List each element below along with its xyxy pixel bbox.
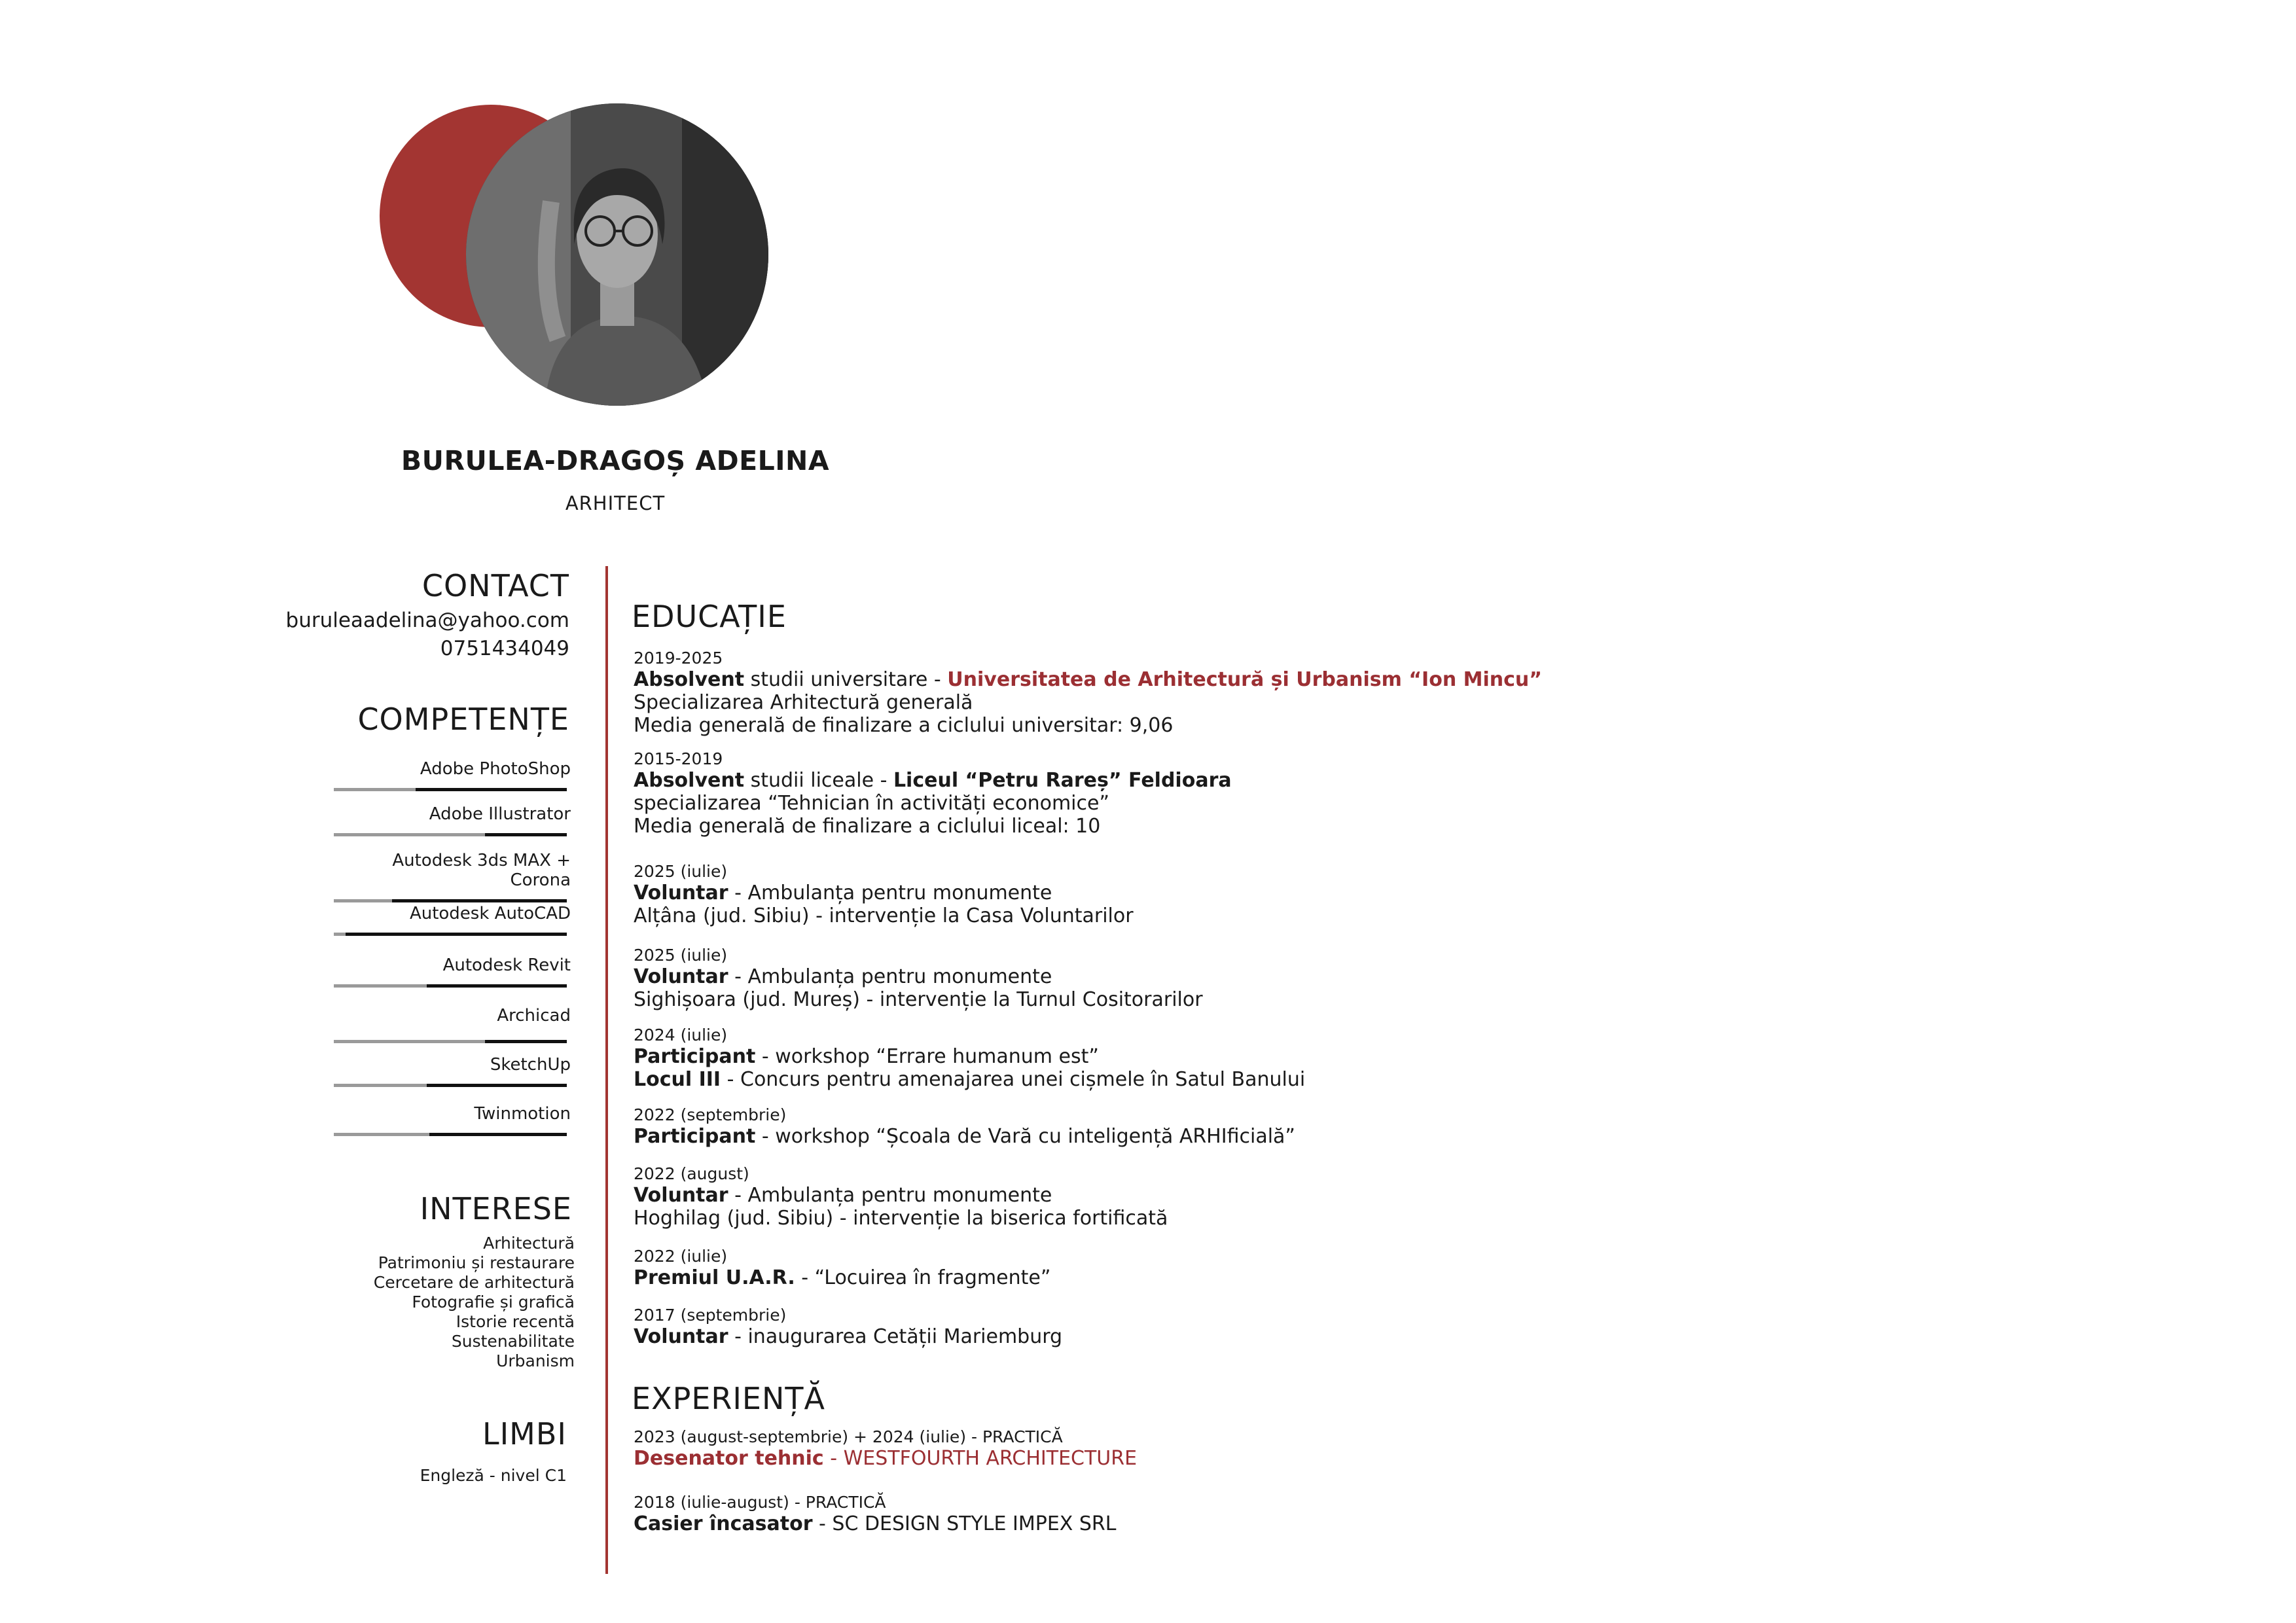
entry-text: - inaugurarea Cetății Mariemburg [728, 1325, 1063, 1348]
entry-date: 2015-2019 [634, 749, 723, 768]
entry-role: Absolvent [634, 668, 745, 691]
skill-item [327, 851, 571, 903]
education-entry [634, 1025, 1305, 1091]
entry-text: - Ambulanța pentru monumente [728, 965, 1052, 988]
interest-item: Urbanism [496, 1351, 575, 1370]
language-item: Engleză - nivel C1 [420, 1466, 567, 1485]
contact-phone[interactable]: 0751434049 [440, 637, 569, 660]
interest-item: Sustenabilitate [451, 1332, 575, 1351]
contact-email[interactable]: buruleaadelina@yahoo.com [285, 609, 569, 632]
entry-role: Casier încasator [634, 1512, 813, 1535]
experience-entry [634, 1427, 1137, 1470]
education-title: EDUCAȚIE [632, 599, 787, 634]
profile-photo [466, 103, 768, 406]
entry-text: - Ambulanța pentru monumente [728, 1184, 1052, 1207]
skill-bar-fill [392, 899, 567, 902]
entry-date: 2022 (august) [634, 1164, 749, 1183]
education-entry [634, 1305, 1062, 1348]
skill-bar [327, 933, 571, 936]
entry-text: - workshop “Școala de Vară cu inteligență ARHIficială” [755, 1125, 1295, 1148]
skill-label: Autodesk Revit [442, 955, 571, 975]
entry-date: 2022 (iulie) [634, 1247, 728, 1266]
skill-bar [327, 788, 571, 792]
education-entry [634, 1105, 1295, 1148]
skill-label: Archicad [497, 1006, 571, 1026]
entry-role: Participant [634, 1045, 756, 1068]
skill-bar-fill [416, 788, 567, 791]
interests-title: INTERESE [420, 1191, 572, 1226]
entry-role: Voluntar [634, 1325, 728, 1348]
entry-line: Media generală de finalizare a ciclului liceal: 10 [634, 815, 1101, 838]
entry-role: Absolvent [634, 769, 745, 792]
education-entry [634, 1164, 1168, 1230]
entry-date: 2019-2025 [634, 649, 723, 668]
interest-item: Arhitectură [483, 1234, 575, 1253]
entry-text: - workshop “Errare humanum est” [755, 1045, 1099, 1068]
entry-line: Media generală de finalizare a ciclului universitar: 9,06 [634, 714, 1174, 737]
skill-bar-fill [427, 984, 567, 988]
interest-item: Patrimoniu și restaurare [378, 1253, 575, 1272]
education-entry [634, 945, 1203, 1011]
skill-label: Autodesk 3ds MAX + Corona [392, 851, 571, 890]
entry-role: Voluntar [634, 882, 728, 904]
entry-date: 2023 (august-septembrie) + 2024 (iulie) - PRACTICĂ [634, 1427, 1063, 1446]
contact-title: CONTACT [422, 568, 569, 603]
entry-text: studii universitare - [744, 668, 948, 691]
skill-bar [327, 984, 571, 988]
entry-text: studii liceale - [744, 769, 893, 792]
entry-date: 2024 (iulie) [634, 1026, 728, 1044]
portrait-illustration [466, 103, 768, 406]
entry-text: - “Locuirea în fragmente” [795, 1266, 1051, 1289]
entry-date: 2017 (septembrie) [634, 1306, 787, 1325]
education-entry [634, 648, 1542, 737]
person-name: BURULEA-DRAGOȘ ADELINA [401, 445, 830, 476]
entry-line: Sighișoara (jud. Mureș) - intervenție la Turnul Cositorarilor [634, 988, 1203, 1011]
entry-line: Alțâna (jud. Sibiu) - intervenție la Casa Voluntarilor [634, 904, 1134, 927]
skill-bar-fill [429, 1133, 567, 1136]
skill-bar [327, 899, 571, 903]
skill-bar-fill [485, 1040, 567, 1043]
skill-item [327, 904, 571, 936]
skill-label: Adobe Illustrator [429, 804, 571, 824]
skill-item [327, 804, 571, 837]
skill-item [327, 759, 571, 792]
skill-label: SketchUp [490, 1055, 571, 1075]
vertical-divider [605, 566, 608, 1574]
interest-item: Fotografie și grafică [412, 1293, 575, 1311]
entry-role: Desenator tehnic [634, 1447, 824, 1470]
education-entry [634, 1246, 1050, 1289]
skill-label: Adobe PhotoShop [420, 759, 571, 779]
skill-item [327, 1055, 571, 1088]
experience-title: EXPERIENȚĂ [632, 1381, 825, 1416]
entry-date: 2018 (iulie-august) - PRACTICĂ [634, 1493, 886, 1512]
experience-entry [634, 1492, 1116, 1535]
skill-item [327, 955, 571, 988]
entry-date: 2025 (iulie) [634, 946, 728, 965]
skill-bar [327, 1040, 571, 1044]
entry-role: Participant [634, 1125, 756, 1148]
entry-date: 2025 (iulie) [634, 862, 728, 881]
entry-role: Voluntar [634, 965, 728, 988]
skill-item [327, 1104, 571, 1137]
skill-label: Autodesk AutoCAD [409, 904, 571, 923]
entry-text: - Concurs pentru amenajarea unei cișmele în Satul Banului [721, 1068, 1306, 1091]
interest-item: Cercetare de arhitectură [373, 1273, 575, 1292]
skill-bar [327, 833, 571, 837]
skill-label: Twinmotion [474, 1104, 571, 1124]
entry-institution: Universitatea de Arhitectură și Urbanism “Ion Mincu” [947, 668, 1542, 691]
education-entry [634, 749, 1232, 838]
education-entry [634, 861, 1134, 927]
interests-list [327, 1234, 575, 1371]
entry-line: specializarea “Tehnician în activități economice” [634, 792, 1110, 815]
skill-bar [327, 1084, 571, 1088]
entry-company: - WESTFOURTH ARCHITECTURE [823, 1447, 1138, 1470]
entry-institution: Liceul “Petru Rareș” Feldioara [893, 769, 1232, 792]
entry-company: - SC DESIGN STYLE IMPEX SRL [812, 1512, 1117, 1535]
skills-title: COMPETENȚE [357, 702, 569, 737]
languages-title: LIMBI [482, 1416, 567, 1452]
entry-line: Specializarea Arhitectură generală [634, 691, 973, 714]
skill-bar-fill [485, 833, 567, 836]
skill-bar-fill [427, 1084, 567, 1087]
skill-bar-fill [346, 933, 567, 936]
entry-date: 2022 (septembrie) [634, 1105, 787, 1124]
entry-role: Voluntar [634, 1184, 728, 1207]
entry-text: - Ambulanța pentru monumente [728, 882, 1052, 904]
entry-role: Premiul U.A.R. [634, 1266, 795, 1289]
person-role: ARHITECT [565, 492, 666, 514]
entry-line: Hoghilag (jud. Sibiu) - intervenție la biserica fortificată [634, 1207, 1168, 1230]
skill-item [327, 1006, 571, 1044]
entry-award: Locul III [634, 1068, 721, 1091]
skill-bar [327, 1133, 571, 1137]
interest-item: Istorie recentă [456, 1312, 575, 1331]
